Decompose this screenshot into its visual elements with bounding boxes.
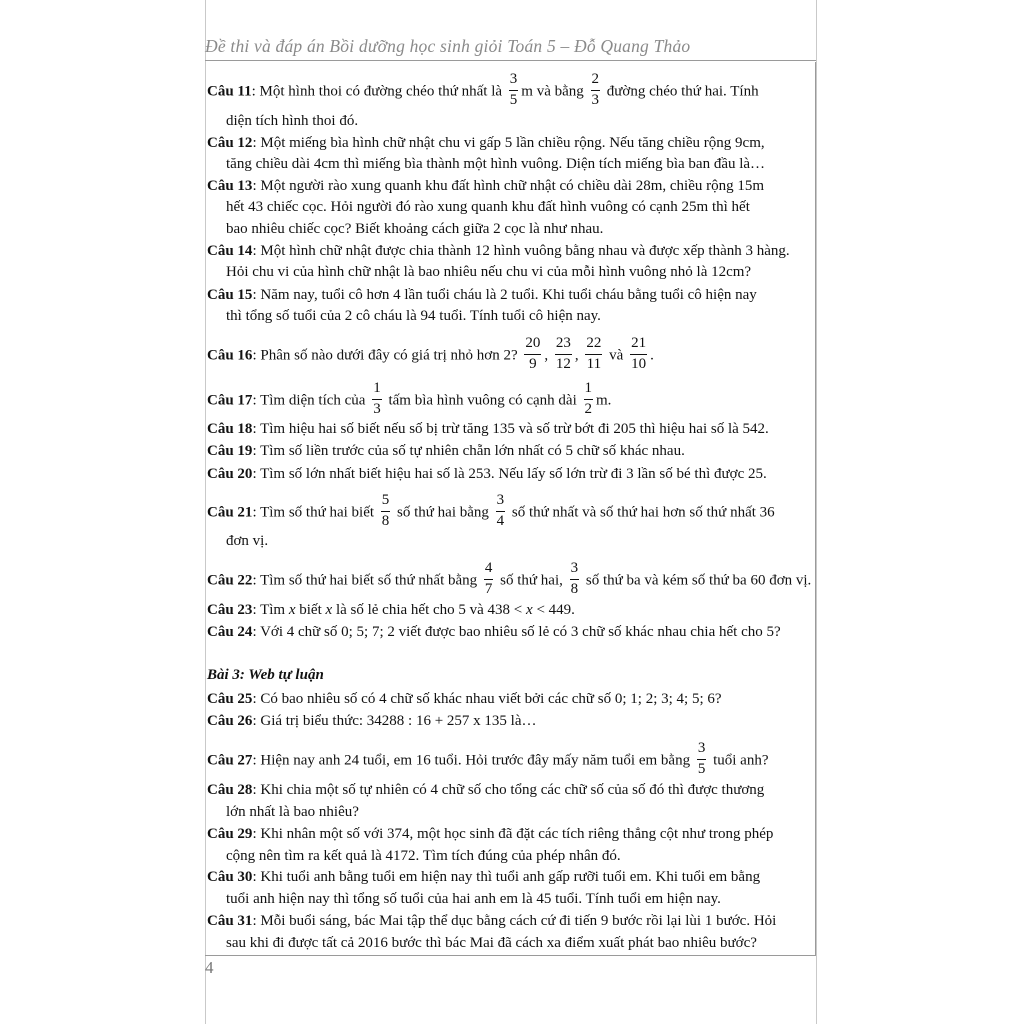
question-23 bbox=[207, 599, 817, 621]
question-text: : Tìm diện tích của bbox=[252, 392, 366, 409]
denominator: 8 bbox=[381, 512, 390, 529]
question-15-line-2 bbox=[207, 305, 817, 327]
question-18 bbox=[207, 418, 817, 440]
question-text: tấm bìa hình vuông có cạnh dài bbox=[388, 392, 577, 409]
question-text: m và bằng bbox=[521, 83, 584, 100]
question-label: Câu 13 bbox=[207, 178, 253, 194]
question-label: Câu 12 bbox=[207, 135, 253, 151]
question-text: : Tìm số thứ hai biết bbox=[252, 504, 375, 521]
denominator: 8 bbox=[570, 580, 579, 597]
question-16 bbox=[207, 335, 817, 375]
question-28 bbox=[207, 779, 817, 801]
question-27 bbox=[207, 740, 817, 780]
fraction bbox=[630, 336, 647, 373]
denominator: 11 bbox=[586, 355, 602, 372]
question-text: biết bbox=[299, 602, 322, 618]
numerator: 3 bbox=[509, 72, 519, 91]
question-11-line-2 bbox=[207, 110, 817, 132]
fraction bbox=[372, 381, 382, 418]
question-text: : Tìm số thứ hai biết số thứ nhất bằng bbox=[252, 572, 478, 589]
numerator: 3 bbox=[697, 741, 707, 760]
question-20 bbox=[207, 463, 817, 485]
question-text: đường chéo thứ hai. Tính bbox=[606, 83, 759, 100]
question-21-line-2 bbox=[207, 530, 817, 552]
question-12-line-2 bbox=[207, 153, 817, 175]
question-text: : Một miếng bìa hình chữ nhật chu vi gấp 5 lần chiều rộng. Nếu tăng chiều rộng 9cm, bbox=[252, 135, 765, 151]
question-label: Câu 28 bbox=[207, 782, 253, 798]
question-label: Câu 15 bbox=[207, 287, 253, 303]
question-19 bbox=[207, 440, 817, 462]
question-label: Câu 30 bbox=[207, 869, 253, 885]
numerator: 3 bbox=[570, 561, 580, 580]
question-label: Câu 21 bbox=[207, 504, 253, 521]
question-label: Câu 11 bbox=[207, 83, 252, 100]
denominator: 3 bbox=[373, 400, 381, 417]
question-text: số thứ hai, bbox=[500, 572, 563, 589]
denominator: 3 bbox=[591, 91, 600, 108]
question-label: Câu 14 bbox=[207, 243, 253, 259]
numerator: 22 bbox=[585, 336, 602, 355]
question-22 bbox=[207, 560, 817, 600]
question-label: Câu 16 bbox=[207, 347, 253, 364]
question-label: Câu 19 bbox=[207, 443, 253, 459]
question-text: : Tìm số liền trước của số tự nhiên chẵn lớn nhất có 5 chữ số khác nhau. bbox=[252, 443, 685, 459]
question-label: Câu 17 bbox=[207, 392, 253, 409]
separator: , bbox=[574, 347, 579, 364]
question-text: số thứ hai bằng bbox=[397, 504, 489, 521]
question-text: lớn nhất là bao nhiêu? bbox=[226, 804, 359, 820]
denominator: 10 bbox=[631, 355, 647, 372]
question-text: tuổi anh? bbox=[713, 752, 769, 769]
question-text: m. bbox=[596, 392, 612, 409]
question-text: : Tìm hiệu hai số biết nếu số bị trừ tăng 135 và số trừ bớt đi 205 thì hiệu hai số là 542. bbox=[252, 421, 769, 437]
question-30 bbox=[207, 866, 817, 888]
question-text: thì tổng số tuổi của 2 cô cháu là 94 tuổi. Tính tuổi cô hiện nay. bbox=[226, 308, 601, 324]
denominator: 9 bbox=[529, 355, 537, 372]
question-text: số thứ ba và kém số thứ ba 60 đơn vị. bbox=[585, 572, 812, 589]
question-label: Câu 22 bbox=[207, 572, 253, 589]
question-text: là số lẻ chia hết cho 5 và 438 < bbox=[335, 602, 523, 618]
question-label: Câu 31 bbox=[207, 913, 253, 929]
numerator: 5 bbox=[381, 493, 391, 512]
question-label: Câu 27 bbox=[207, 752, 253, 769]
question-21 bbox=[207, 492, 817, 532]
question-29 bbox=[207, 823, 817, 845]
question-14-line-2 bbox=[207, 261, 817, 283]
variable-x: x bbox=[325, 602, 333, 618]
question-text: và bbox=[609, 347, 624, 364]
question-text: : Khi tuổi anh bằng tuổi em hiện nay thì tuổi anh gấp rưỡi tuổi em. Khi tuổi em bằng bbox=[252, 869, 761, 885]
section-heading: Bài 3: Web tự luận bbox=[207, 667, 324, 683]
question-text: cộng nên tìm ra kết quả là 4172. Tìm tích đúng của phép nhân đó. bbox=[226, 848, 621, 864]
question-14 bbox=[207, 240, 817, 262]
question-text: : Một hình chữ nhật được chia thành 12 hình vuông bằng nhau và được xếp thành 3 hàng. bbox=[252, 243, 790, 259]
question-text: đơn vị. bbox=[226, 533, 269, 549]
denominator: 5 bbox=[509, 91, 518, 108]
question-text: số thứ nhất và số thứ hai hơn số thứ nhất 36 bbox=[511, 504, 775, 521]
variable-x: x bbox=[526, 602, 533, 618]
question-text: sau khi đi được tất cả 2016 bước thì bác Mai đã cách xa điểm xuất phát bao nhiêu bước? bbox=[226, 935, 757, 951]
question-label: Câu 24 bbox=[207, 624, 253, 640]
fraction bbox=[496, 493, 506, 530]
question-text: : Một người rào xung quanh khu đất hình chữ nhật có chiều dài 28m, chiều rộng 15m bbox=[252, 178, 765, 194]
fraction bbox=[697, 741, 707, 778]
denominator: 2 bbox=[584, 400, 593, 417]
numerator: 1 bbox=[372, 381, 382, 400]
question-label: Câu 26 bbox=[207, 713, 253, 729]
question-text: hết 43 chiếc cọc. Hỏi người đó rào xung quanh khu đất hình vuông có cạnh 25m thì hết bbox=[226, 199, 750, 215]
fraction bbox=[524, 336, 541, 373]
fraction bbox=[585, 336, 602, 373]
fraction bbox=[484, 561, 494, 598]
question-label: Câu 18 bbox=[207, 421, 253, 437]
separator: . bbox=[650, 347, 654, 364]
question-13 bbox=[207, 175, 817, 197]
question-11 bbox=[207, 71, 817, 111]
question-text: : Một hình thoi có đường chéo thứ nhất là bbox=[251, 83, 503, 100]
question-25 bbox=[207, 688, 817, 710]
question-24 bbox=[207, 621, 817, 643]
question-17 bbox=[207, 380, 817, 420]
question-13-line-3 bbox=[207, 218, 817, 240]
fraction bbox=[555, 336, 572, 373]
numerator: 4 bbox=[484, 561, 494, 580]
page-number: 4 bbox=[205, 958, 214, 977]
fraction bbox=[509, 72, 519, 109]
question-13-line-2 bbox=[207, 196, 817, 218]
question-30-line-2 bbox=[207, 888, 817, 910]
question-29-line-2 bbox=[207, 845, 817, 867]
question-text: : Tìm bbox=[252, 602, 286, 618]
question-text: tuổi anh hiện nay thì tổng số tuổi của hai anh em là 45 tuổi. Tính tuổi em hiện nay. bbox=[226, 891, 721, 907]
numerator: 3 bbox=[496, 493, 506, 512]
fraction bbox=[381, 493, 391, 530]
running-header: Đề thi và đáp án Bồi dưỡng học sinh giỏi Toán 5 – Đỗ Quang Thảo bbox=[205, 36, 691, 56]
denominator: 4 bbox=[496, 512, 505, 529]
question-text: tăng chiều dài 4cm thì miếng bìa thành một hình vuông. Diện tích miếng bìa ban đầu là… bbox=[226, 156, 766, 172]
question-28-line-2 bbox=[207, 801, 817, 823]
question-text: diện tích hình thoi đó. bbox=[226, 113, 359, 129]
fraction bbox=[591, 72, 601, 109]
question-text: : Giá trị biểu thức: 34288 : 16 + 257 x 135 là… bbox=[252, 713, 537, 729]
numerator: 20 bbox=[524, 336, 541, 355]
question-label: Câu 25 bbox=[207, 691, 253, 707]
fraction bbox=[570, 561, 580, 598]
numerator: 1 bbox=[584, 381, 594, 400]
fraction bbox=[584, 381, 594, 418]
question-text: : Khi chia một số tự nhiên có 4 chữ số cho tổng các chữ số của số đó thì được thương bbox=[252, 782, 765, 798]
question-label: Câu 23 bbox=[207, 602, 253, 618]
question-text: : Có bao nhiêu số có 4 chữ số khác nhau viết bởi các chữ số 0; 1; 2; 3; 4; 5; 6? bbox=[252, 691, 722, 707]
numerator: 2 bbox=[591, 72, 601, 91]
separator: , bbox=[544, 347, 549, 364]
question-text: : Khi nhân một số với 374, một học sinh đã đặt các tích riêng thẳng cột như trong phép bbox=[252, 826, 774, 842]
question-12 bbox=[207, 132, 817, 154]
question-label: Câu 20 bbox=[207, 466, 253, 482]
question-text: bao nhiêu chiếc cọc? Biết khoảng cách giữa 2 cọc là như nhau. bbox=[226, 221, 604, 237]
question-15 bbox=[207, 284, 817, 306]
question-text: : Với 4 chữ số 0; 5; 7; 2 viết được bao nhiêu số lẻ có 3 chữ số khác nhau chia hết cho 5? bbox=[252, 624, 781, 640]
numerator: 21 bbox=[630, 336, 647, 355]
header-rule bbox=[205, 60, 816, 61]
numerator: 23 bbox=[555, 336, 572, 355]
denominator: 5 bbox=[697, 760, 706, 777]
question-text: < 449. bbox=[536, 602, 575, 618]
question-text: : Tìm số lớn nhất biết hiệu hai số là 253. Nếu lấy số lớn trừ đi 3 lần số bé thì được 25. bbox=[252, 466, 767, 482]
question-text: : Mỗi buổi sáng, bác Mai tập thể dục bằng cách cứ đi tiến 9 bước rồi lại lùi 1 bước. Hỏi bbox=[252, 913, 777, 929]
question-text: : Phân số nào dưới đây có giá trị nhỏ hơn 2? bbox=[252, 347, 518, 364]
denominator: 12 bbox=[555, 355, 571, 372]
denominator: 7 bbox=[484, 580, 493, 597]
question-31 bbox=[207, 910, 817, 932]
question-text: : Hiện nay anh 24 tuổi, em 16 tuổi. Hỏi trước đây mấy năm tuổi em bằng bbox=[252, 752, 691, 769]
question-text: Hỏi chu vi của hình chữ nhật là bao nhiêu nếu chu vi của mỗi hình vuông nhỏ là 12cm? bbox=[226, 264, 752, 280]
question-label: Câu 29 bbox=[207, 826, 253, 842]
question-26 bbox=[207, 710, 817, 732]
question-31-line-2 bbox=[207, 932, 817, 954]
variable-x: x bbox=[288, 602, 296, 618]
question-text: : Năm nay, tuổi cô hơn 4 lần tuổi cháu là 2 tuổi. Khi tuổi cháu bằng tuổi cô hiện nay bbox=[252, 287, 757, 303]
